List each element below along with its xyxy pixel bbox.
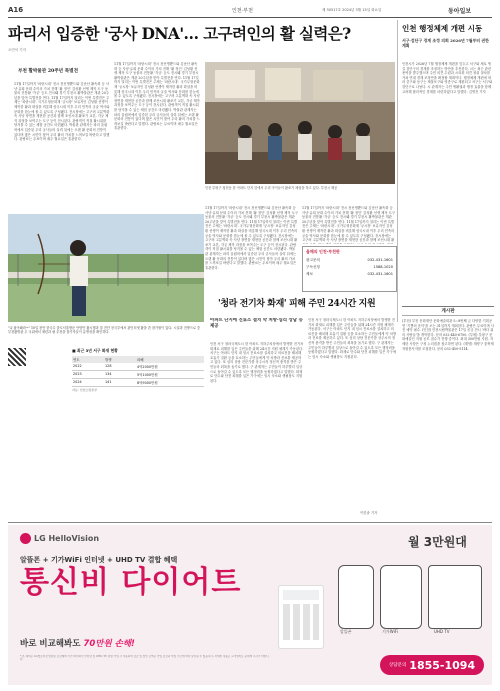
info-row bbox=[303, 264, 396, 271]
lead-body-col1: 11월 17일까지 '파란시대' 전시 천선명뿐드와 김준산 활속화 등 사냥·유희 문화 수이의 가치 전해 '활 정인' 김성환 선생 제작 도구 동물의 전통활 '각궁' 등도 전시돼 경기 부천시 활박물관은 개관 20주년을 맞아 특별전을 연다. 11월 17일까지 열리는 이번 특별전은 주제는 '파란시대'. 국가무형문화재 '궁시장' 보유자인 김성환 선생이 제작한 활과 화살을 비롯해 삼국시대 이후 우리 민족의 궁술 역사와 문화를 한눈에 볼 수 있도록 구성됐다. 전시장에는 고구려 고분벽화 속 사냥 장면을 재현한 공간과 함께 조선시대 활쏘기 교본, 각궁 제작 과정을 보여주는 도구 등이 전시된다. 관람객이 직접 활시위를 당겨볼 수 있는 체험 공간도 마련됐다. 박물관 관계자는 파리 올림픽에서 입증된 우리 궁사들의 실력 뒤에는 오랜 활 문화의 전통이 있다며 많은 시민이 찾아 우리 활의 가치를 느껴보길 바란다고 말했다. 관람료는 무료이며 매주 월요일은 휴관한다. bbox=[14, 82, 110, 142]
lg-logo-icon bbox=[20, 533, 31, 544]
table-source: 자료: 인천소방본부 bbox=[72, 388, 98, 392]
phone-device-icon bbox=[338, 565, 374, 629]
lead-body-col4: 11월 17일까지 '파란시대' 전시 천선명뿐드와 김준산 활속화 등 사냥·유희 문화 수이의 가치 전해 '활 정인' 김성환 선생 제작 도구 동물의 전통활 '각궁' 등도 전시돼 경기 부천시 활박물관은 개관 20주년을 맞아 특별전을 연다. 11월 17일까지 열리는 이번 특별전은 주제는 '파란시대'. 국가무형문화재 '궁시장' 보유자인 김성환 선생이 제작한 활과 화살을 비롯해 삼국시대 이후 우리 민족의 궁술 역사와 문화를 한눈에 볼 수 있도록 구성됐다. 전시장에는 고구려 고분벽화 속 사냥 장면을 재현한 공간과 함께 조선시대 활 bbox=[302, 206, 395, 243]
table-row bbox=[72, 371, 204, 379]
table-row bbox=[72, 363, 204, 371]
notice-body: (부천) 부천 문화재단 문화예술회관 5∼8번째 금 다양한 기획공연 '기쁨의 음악'을 오는 31일까지 개최한다. 관람은 무료이며 사전 예약 필수. (인천) 인천시립박물관은 17일 신규 전시 '바다 위의 사람들'을 개막한다. 문의 032-440-6700. (부평) 부평구 문화예술인 지원 공모 접수가 진행 중이다. 최대 300만원 지원. 자세한 사항은 구청 누리집을 참고하면 된다. (계양) 계양구 꽃축제 자원봉사자를 모집한다. 문의 032-450-5114. bbox=[402, 319, 494, 351]
lead-body-col3: 11월 17일까지 '파란시대' 전시 천선명뿐드와 김준산 활속화 등 사냥·유희 문화 수이의 가치 전해 '활 정인' 김성환 선생 제작 도구 동물의 전통활 '각궁' 등도 전시돼 경기 부천시 활박물관은 개관 20주년을 맞아 특별전을 연다. 11월 17일까지 열리는 이번 특별전은 주제는 '파란시대'. 국가무형문화재 '궁시장' 보유자인 김성환 선생이 제작한 활과 화살을 비롯해 삼국시대 이후 우리 민족의 궁술 역사와 문화를 한눈에 볼 수 있도록 구성됐다. 전시장에는 고구려 고분벽화 속 사냥 장면을 재현한 공간과 함께 조선시대 활쏘기 교본, 각궁 제작 과정을 보여주는 도구 등이 전시된다. 관람객이 직접 활시위를 당겨볼 수 있는 체험 공간도 마련됐다. 박물관 관계자는 파리 올림픽에서 입증된 우리 궁사들의 실력 뒤에는 오랜 활 문화의 전통이 있다며 많은 시민이 찾아 우리 활의 가치를 느껴보길 바란다고 말했다. 관람료는 무료이며 매주 월요일은 휴관한다. bbox=[205, 206, 298, 270]
section-label: 인천·부천 bbox=[232, 8, 253, 14]
ad-promo-line: 알뜰폰 + 기가WiFi 인터넷 + UHD TV 결합 혜택 bbox=[20, 556, 178, 564]
ad-subline bbox=[20, 637, 135, 649]
table-header-row bbox=[72, 356, 204, 363]
lead-subhead: 부천 활박물관 20주년 특별전 bbox=[18, 69, 79, 74]
table-cell: 8억9000만원 bbox=[137, 381, 158, 385]
masthead-rule bbox=[8, 17, 492, 18]
second-body-col2: 인천 서구 청라국제도시 한 아파트 지하주차장에서 발생한 전기차 화재로 피해를 입은 주민들을 위해 24시간 지원 체계가 가동된다. 서구는 아파트 단지 내 임시 진료소를 설치하고 의료진을 배치해 호흡기 질환 등을 호소하는 주민들에게 약 처방과 진료를 제공하고 있다. 또 심리 상담 전문가를 상주시켜 정신적 충격을 받은 주민들의 회복을 돕기로 했다. 구 관계자는 주민들이 하루빨리 일상으로 돌아갈 수 있도록 모든 행정력을 동원하겠다고 말했다. 화재로 단수와 단전 피해를 입은 가구에는 임시 숙소와 생필품도 지원된다. bbox=[308, 318, 396, 359]
second-subhead: 아파트 단지에 진료소 설치 약 처방·심리 상담 등 제공 bbox=[210, 318, 303, 329]
lead-caption: "나 잡아봐라~" 10일 천안 한국수 을도서울방문 안양안 활시행과 칠 전단 천국부에서 관인터넷 활을 쓴 참가원이 있다. 시설과 전방으로 중 부천활방관 우 국위에서 체련과 필 추천을 참가자들이 유명성을 확인하다. bbox=[8, 326, 201, 335]
router-device-icon bbox=[380, 565, 422, 629]
table-cell: 2023 bbox=[73, 372, 82, 376]
table-cell: 134 bbox=[105, 372, 112, 376]
ad-brand bbox=[20, 533, 99, 544]
ad-separator bbox=[8, 522, 492, 523]
ad-price: 월 3만원대 bbox=[408, 535, 467, 549]
archery-photo bbox=[8, 214, 204, 322]
second-byline: 이한솔 기자 bbox=[360, 511, 378, 515]
ad-phone-number: 1855-1094 bbox=[409, 658, 476, 672]
info-box-title: 올해의 인천·부천판 bbox=[306, 249, 340, 254]
table-header: 발생 bbox=[105, 358, 112, 362]
photo2-caption: 인천 부평구 청천동 한 아파트 단지 앞에서 우리 아이들이 활쏘기 체험을 하고 있다. 부천시 제공 bbox=[205, 186, 338, 190]
table-cell: 2024 bbox=[73, 380, 82, 384]
museum-photo bbox=[205, 62, 395, 184]
ad-subline-2: 70만원 손해! bbox=[83, 639, 135, 649]
table-header: 연도 bbox=[73, 358, 80, 362]
qr-block bbox=[8, 348, 68, 388]
ad-tag-1: 알뜰폰 bbox=[340, 629, 352, 634]
info-label: 광고문의 bbox=[306, 258, 320, 262]
qr-code-icon bbox=[8, 348, 26, 366]
ad-brand-name: LG HelloVision bbox=[34, 534, 100, 543]
table-cell: 4억2000만원 bbox=[137, 365, 158, 369]
notice-box bbox=[402, 306, 494, 520]
fire-table bbox=[72, 348, 204, 402]
ad-tag-2: 기가WiFi bbox=[382, 629, 398, 634]
table-cell: 5억1000만원 bbox=[137, 373, 158, 377]
second-headline: '청라 전기차 화재' 피해 주민 24시간 지원 bbox=[218, 299, 376, 309]
side-subhead: 서구·검단구 경계 조정 의회 2026년 7월부터 권한 계획 bbox=[402, 38, 489, 48]
tv-device-icon bbox=[428, 565, 482, 629]
table-cell: 141 bbox=[105, 380, 112, 384]
notice-title: 게시판 bbox=[402, 306, 494, 316]
info-value: 032-431-1601 bbox=[367, 272, 393, 276]
table-title: ■ 최근 3년 서구 화재 현황 bbox=[72, 348, 118, 353]
info-box bbox=[302, 246, 397, 292]
ad-tag-3: UHD TV bbox=[434, 629, 450, 634]
ad-headline: 통신비 다이어트 bbox=[20, 565, 242, 600]
ad-phone-label: 상담문의 bbox=[388, 663, 407, 668]
edition-info: 제 30517호 2024년 3월 15일 화요일 bbox=[322, 8, 382, 12]
info-value: 032-431-1601 bbox=[367, 258, 393, 262]
info-label: 제보 bbox=[306, 272, 313, 276]
table-cell: 128 bbox=[105, 364, 112, 368]
side-column-rule bbox=[397, 20, 398, 322]
paper-name: 동아일보 bbox=[448, 8, 472, 15]
side-headline: 인천 행정체제 개편 시동 bbox=[402, 24, 483, 33]
lead-headline: 파리서 입증한 '궁사 DNA'… 고구려인의 활 실력은? bbox=[8, 24, 351, 43]
museum-photo-illustration bbox=[205, 62, 395, 184]
ad-fine-print: * 본 혜택은 LG헬로비전 알뜰폰 요금제와 기가 와이파이 인터넷 및 UHD TV 결합 가입 시 적용되며 요금 및 할인 금액은 가입 조건과 약정 기간에 따라 달라질 수 있습니다. 자세한 내용은 고객센터로 문의해 주시기 바랍니다. bbox=[20, 655, 269, 662]
info-row bbox=[303, 257, 396, 264]
ad-subline-1: 바로 비교해봐도 bbox=[20, 639, 84, 649]
side-body: 인천시가 2026년 7월 행정체제 개편을 앞두고 서구와 새로 생길 검단구의 경계를 조정하는 방안을 추진한다. 시는 최근 관련 용역을 발주했으며 주민 의견 수렴과 시의회 의견 청취 절차를 거쳐 연내 경계 조정안을 확정할 계획이다. 행정체제 개편에 따라 중구와 동구는 제물포구와 영종구로 재편되고 서구는 서구와 검단구로 나뉜다. 시 관계자는 주민 생활권과 행정 효율을 함께 고려해 합리적인 경계를 마련하겠다고 말했다. 김명진 기자 bbox=[402, 62, 493, 94]
page-number: A16 bbox=[8, 6, 24, 14]
table-row bbox=[72, 379, 204, 387]
info-value: 1588-1020 bbox=[373, 265, 393, 269]
ad-block bbox=[8, 525, 492, 685]
lead-photo-credit: 오민석 기자 bbox=[8, 48, 27, 52]
lead-body-col2: 11월 17일까지 '파란시대' 전시 천선명뿐드와 김준산 활속화 등 사냥·유희 문화 수이의 가치 전해 '활 정인' 김성환 선생 제작 도구 동물의 전통활 '각궁' 등도 전시돼 경기 부천시 활박물관은 개관 20주년을 맞아 특별전을 연다. 11월 17일까지 열리는 이번 특별전은 주제는 '파란시대'. 국가무형문화재 '궁시장' 보유자인 김성환 선생이 제작한 활과 화살을 비롯해 삼국시대 이후 우리 민족의 궁술 역사와 문화를 한눈에 볼 수 있도록 구성됐다. 전시장에는 고구려 고분벽화 속 사냥 장면을 재현한 공간과 함께 조선시대 활쏘기 교본, 각궁 제작 과정을 보여주는 도구 등이 전시된다. 관람객이 직접 활시위를 당겨볼 수 있는 체험 공간도 마련됐다. 박물관 관계자는 파리 올림픽에서 입증된 우리 궁사들의 실력 뒤에는 오랜 활 문화의 전통이 있다며 많은 시민이 찾아 우리 활의 가치를 느껴보길 바란다고 말했다. 관람료는 무료이며 매주 월요일은 휴관한다. bbox=[114, 62, 200, 131]
table-cell: 2022 bbox=[73, 364, 82, 368]
ad-phone-button[interactable] bbox=[380, 655, 484, 675]
second-body-col1: 인천 서구 청라국제도시 한 아파트 지하주차장에서 발생한 전기차 화재로 피해를 입은 주민들을 위해 24시간 지원 체계가 가동된다. 서구는 아파트 단지 내 임시 진료소를 설치하고 의료진을 배치해 호흡기 질환 등을 호소하는 주민들에게 약 처방과 진료를 제공하고 있다. 또 심리 상담 전문가를 상주시켜 정신적 충격을 받은 주민들의 회복을 돕기로 했다. 구 관계자는 주민들이 하루빨리 일상으로 돌아갈 수 있도록 모든 행정력을 동원하겠다고 말했다. 화재로 단수와 단전 피해를 입은 가구에는 임시 숙소와 생필품도 지원된다. bbox=[210, 342, 304, 383]
info-label: 구독신청 bbox=[306, 265, 320, 269]
archery-photo-illustration bbox=[8, 214, 204, 322]
table-header: 피해 bbox=[137, 358, 144, 362]
info-row bbox=[303, 271, 396, 278]
calculator-icon bbox=[278, 585, 324, 649]
